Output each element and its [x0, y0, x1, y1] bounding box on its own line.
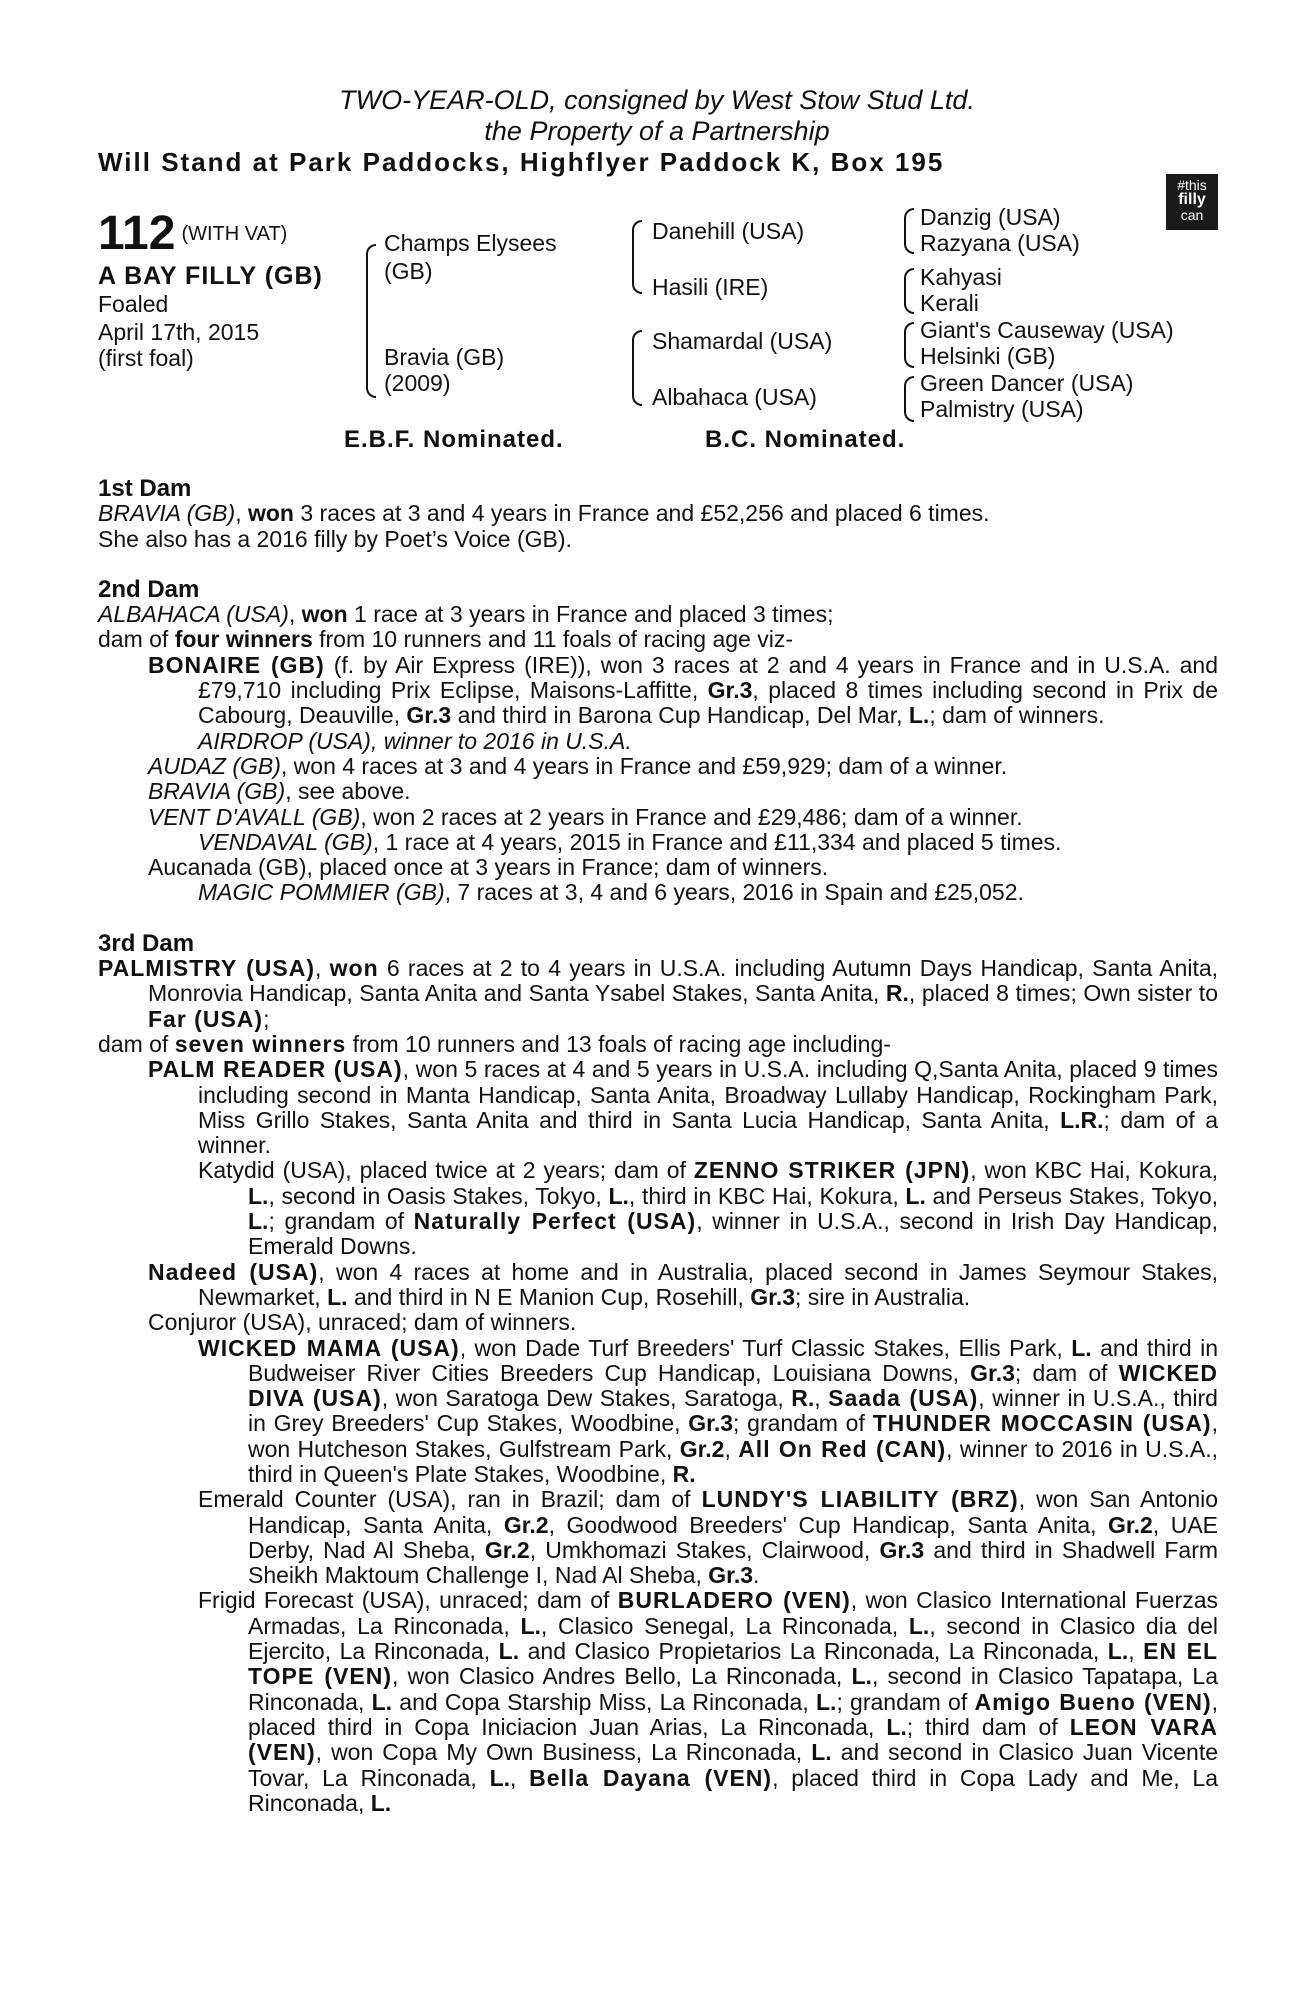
pedigree-gen3-7: Green Dancer (USA)	[920, 370, 1134, 396]
foaled-label: Foaled	[98, 291, 169, 317]
bc-nomination: B.C. Nominated.	[705, 426, 906, 453]
foal-note: (first foal)	[98, 345, 194, 371]
foaled-date: April 17th, 2015	[98, 319, 260, 345]
pedigree-gen3-3: Kahyasi	[920, 264, 1002, 290]
produce-vent-davall: VENT D'AVALL (GB), won 2 races at 2 years in France and £29,486; dam of a winner.	[148, 803, 1023, 830]
stabling-line: Will Stand at Park Paddocks, Highflyer Paddock K, Box 195	[98, 147, 945, 177]
third-dam-record: PALMISTRY (USA), won 6 races at 2 to 4 years in U.S.A. including Autumn Days Handicap, Santa Anita, Monrovia Handicap, Santa Anita and Santa Ysabel Stakes, Santa Anita, R., placed 8 times; Own sister to Far (USA);	[98, 955, 1219, 1032]
pedigree-gen3-8: Palmistry (USA)	[920, 396, 1084, 422]
consignor-line: TWO-YEAR-OLD, consigned by West Stow Stud Ltd.	[339, 85, 975, 115]
produce-bonaire: BONAIRE (GB) (f. by Air Express (IRE)), won 3 races at 2 and 4 years in France and in U.S.A. and £79,710 including Prix Eclipse, Maisons-Laffitte, Gr.3, placed 8 times including second in Prix de Cabourg, Deauville, Gr.3 and third in Barona Cup Handicap, Del Mar, L.; dam of winners.	[148, 651, 1219, 729]
sire-brace	[632, 220, 642, 294]
dam-line-body	[98, 476, 1218, 1816]
property-line: the Property of a Partnership	[484, 116, 830, 146]
produce-emerald-counter: Emerald Counter (USA), ran in Brazil; dam of LUNDY'S LIABILITY (BRZ), won San Antonio Handicap, Santa Anita, Gr.2, Goodwood Breeders' Cup Handicap, Santa Anita, Gr.2, UAE Derby, Nad Al Sheba, Gr.2, Umkhomazi Stakes, Clairwood, Gr.3 and third in Shadwell Farm Sheikh Maktoum Challenge I, Nad Al Sheba, Gr.3.	[198, 1486, 1219, 1589]
pedigree-dam: Bravia (GB)	[384, 344, 505, 370]
pedigree-gen2-2: Hasili (IRE)	[652, 274, 769, 300]
pedigree-gen3-2: Razyana (USA)	[920, 230, 1080, 256]
pedigree-gen2-4: Albahaca (USA)	[652, 384, 817, 410]
produce-frigid-forecast: Frigid Forecast (USA), unraced; dam of BURLADERO (VEN), won Clasico International Fuerzas Armadas, La Rinconada, L., Clasico Senegal, La Rinconada, L., second in Clasico dia del Ejercito, La Rinconada, L. and Clasico Propietarios La Rinconada, La Rinconada, L., EN EL TOPE (VEN), won Clasico Andres Bello, La Rinconada, L., second in Clasico Tapatapa, La Rinconada, L. and Copa Starship Miss, La Rinconada, L.; grandam of Amigo Bueno (VEN), placed third in Copa Iniciacion Juan Arias, La Rinconada, L.; third dam of LEON VARA (VEN), won Copa My Own Business, La Rinconada, L. and second in Clasico Juan Vicente Tovar, La Rinconada, L., Bella Dayana (VEN), placed third in Copa Lady and Me, La Rinconada, L.	[198, 1587, 1219, 1816]
pedigree-gen3-5: Giant's Causeway (USA)	[920, 317, 1174, 343]
pedigree-gen3-6: Helsinki (GB)	[920, 343, 1056, 369]
third-dam-heading: 3rd Dam	[98, 929, 195, 957]
second-dam-produce-summary: dam of four winners from 10 runners and 11 foals of racing age viz-	[98, 626, 794, 653]
produce-bravia: BRAVIA (GB), see above.	[148, 778, 411, 805]
danehill-brace	[904, 208, 914, 254]
lot-number: 112 (WITH VAT)	[98, 207, 288, 260]
sire-dam-brace	[366, 244, 376, 398]
produce-nadeed: Nadeed (USA), won 4 races at home and in Australia, placed second in James Seymour Stakes, Newmarket, L. and third in N E Manion Cup, Rosehill, Gr.3; sire in Australia.	[148, 1258, 1218, 1310]
pedigree-dam-year: (2009)	[384, 370, 451, 396]
ebf-nomination: E.B.F. Nominated.	[344, 426, 564, 453]
albahaca-brace	[904, 376, 914, 422]
this-filly-can-logo: #this filly can	[1166, 174, 1218, 230]
pedigree-gen2-3: Shamardal (USA)	[652, 328, 833, 354]
pedigree-sire-country: (GB)	[384, 258, 433, 284]
pedigree-gen3-1: Danzig (USA)	[920, 204, 1061, 230]
dam-brace	[632, 330, 642, 406]
produce-airdrop: AIRDROP (USA), winner to 2016 in U.S.A.	[198, 727, 632, 754]
produce-aucanada: Aucanada (GB), placed once at 3 years in France; dam of winners.	[148, 854, 829, 881]
second-dam-heading: 2nd Dam	[98, 575, 200, 603]
third-dam-produce-summary: dam of seven winners from 10 runners and 13 foals of racing age including-	[98, 1030, 891, 1057]
produce-katydid: Katydid (USA), placed twice at 2 years; dam of ZENNO STRIKER (JPN), won KBC Hai, Kokura, L., second in Oasis Stakes, Tokyo, L., third in KBC Hai, Kokura, L. and Perseus Stakes, Tokyo, L.; grandam of Naturally Perfect (USA), winner in U.S.A., second in Irish Day Handicap, Emerald Downs.	[198, 1157, 1219, 1260]
shamardal-brace	[904, 322, 914, 368]
horse-name: A BAY FILLY (GB)	[98, 262, 323, 290]
first-dam-produce: She also has a 2016 filly by Poet’s Voice (GB).	[98, 525, 572, 552]
produce-conjuror: Conjuror (USA), unraced; dam of winners.	[148, 1309, 577, 1336]
first-dam-heading: 1st Dam	[98, 475, 192, 502]
pedigree-sire: Champs Elysees	[384, 230, 557, 256]
pedigree-gen2-1: Danehill (USA)	[652, 218, 805, 244]
produce-vendaval: VENDAVAL (GB), 1 race at 4 years, 2015 in France and £11,334 and placed 5 times.	[198, 828, 1062, 855]
produce-palm-reader: PALM READER (USA), won 5 races at 4 and 5 years in U.S.A. including Q,Santa Anita, placed 9 times including second in Manta Handicap, Santa Anita, Broadway Lullaby Handicap, Rockingham Park, Miss Grillo Stakes, Santa Anita and third in Santa Lucia Handicap, Santa Anita, L.R.; dam of a winner.	[148, 1056, 1219, 1159]
first-dam-record: BRAVIA (GB), won 3 races at 3 and 4 years in France and £52,256 and placed 6 times.	[98, 500, 990, 527]
produce-audaz: AUDAZ (GB), won 4 races at 3 and 4 years in France and £59,929; dam of a winner.	[148, 752, 1008, 779]
produce-magic-pommier: MAGIC POMMIER (GB), 7 races at 3, 4 and 6 years, 2016 in Spain and £25,052.	[198, 879, 1024, 906]
second-dam-record: ALBAHACA (USA), won 1 race at 3 years in France and placed 3 times;	[98, 601, 834, 628]
hasili-brace	[904, 268, 914, 314]
produce-wicked-mama: WICKED MAMA (USA), won Dade Turf Breeders' Turf Classic Stakes, Ellis Park, L. and third in Budweiser River Cities Breeders Cup Handicap, Louisiana Downs, Gr.3; dam of WICKED DIVA (USA), won Saratoga Dew Stakes, Saratoga, R., Saada (USA), winner in U.S.A., third in Grey Breeders' Cup Stakes, Woodbine, Gr.3; grandam of THUNDER MOCCASIN (USA), won Hutcheson Stakes, Gulfstream Park, Gr.2, All On Red (CAN), winner to 2016 in U.S.A., third in Queen's Plate Stakes, Woodbine, R.	[198, 1334, 1219, 1487]
pedigree-gen3-4: Kerali	[920, 290, 979, 316]
